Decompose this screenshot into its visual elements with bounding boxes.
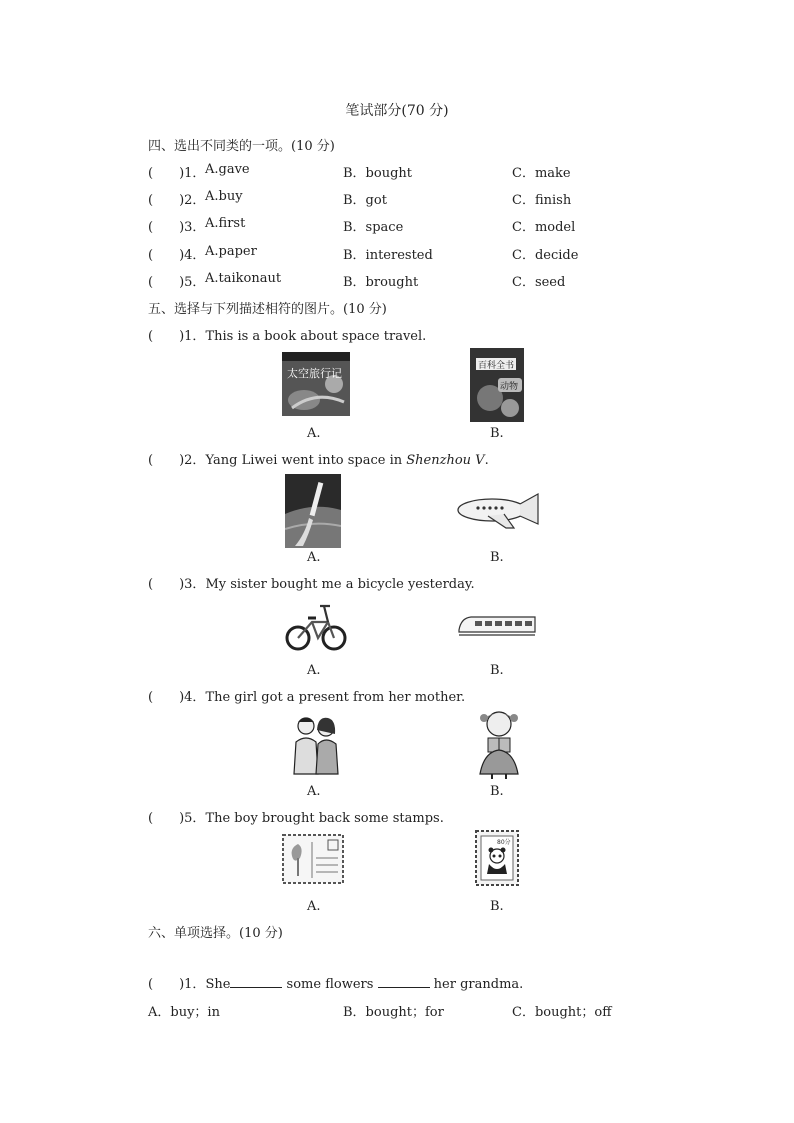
animal-encyclopedia-image: [470, 348, 524, 422]
option-a: A．buy；in: [148, 1005, 220, 1020]
question-number: 5．: [184, 275, 206, 290]
option-a-caption: A.: [307, 426, 321, 441]
option-b-caption: B.: [490, 663, 504, 678]
fill-blank-1[interactable]: [230, 975, 282, 988]
option-c: C．model: [512, 220, 576, 235]
train-image: [457, 612, 537, 638]
question-number: 2．: [184, 193, 206, 208]
couple-image: [290, 714, 342, 776]
option-b: B．got: [343, 193, 387, 208]
list-item: [148, 244, 205, 263]
question-number: 2．: [184, 453, 206, 468]
answer-paren-open: (: [148, 193, 154, 208]
list-item: [148, 162, 205, 181]
answer-paren-open: (: [148, 690, 154, 705]
option-b: B．brought: [343, 275, 419, 290]
panda-stamp-image: [475, 830, 519, 886]
space-travel-book-image: [282, 352, 350, 416]
option-b-caption: B.: [490, 784, 504, 799]
question-number: 1．: [184, 329, 206, 344]
question-number: 3．: [184, 220, 206, 235]
question-row: [148, 686, 465, 705]
question-text: some flowers: [282, 977, 378, 992]
question-row: [148, 325, 426, 344]
airplane-image: [454, 490, 540, 530]
option-a: A.taikonaut: [205, 271, 282, 286]
option-b: B．space: [343, 220, 404, 235]
option-a: A.first: [205, 216, 246, 231]
answer-paren-open: (: [148, 248, 154, 263]
girl-with-present-image: [470, 708, 528, 780]
fill-blank-2[interactable]: [378, 975, 430, 988]
bicycle-image: [284, 598, 348, 652]
answer-paren-close: ): [179, 166, 185, 181]
answer-paren-open: (: [148, 453, 154, 468]
question-text: The boy brought back some stamps.: [205, 811, 444, 826]
question-number: 4．: [184, 248, 206, 263]
question-number: 5．: [184, 811, 206, 826]
answer-paren-open: (: [148, 166, 154, 181]
question-text-end: .: [484, 453, 489, 468]
question-number: 1．: [184, 977, 206, 992]
question-text: My sister bought me a bicycle yesterday.: [205, 577, 475, 592]
answer-paren-close: ): [179, 329, 185, 344]
question-text: Yang Liwei went into space in: [205, 453, 407, 468]
question-text: The girl got a present from her mother.: [205, 690, 466, 705]
option-a-caption: A.: [307, 899, 321, 914]
option-b: B．bought: [343, 166, 412, 181]
question-text: her grandma.: [429, 977, 524, 992]
option-c: C．decide: [512, 248, 579, 263]
answer-paren-close: ): [179, 977, 185, 992]
answer-paren-close: ): [179, 275, 185, 290]
list-item: [148, 189, 205, 208]
answer-paren-open: (: [148, 275, 154, 290]
option-c: C．bought；off: [512, 1005, 612, 1020]
option-a-caption: A.: [307, 663, 321, 678]
question-text: She: [205, 977, 231, 992]
question-number: 3．: [184, 577, 206, 592]
postcard-image: [282, 834, 344, 884]
page-title: 笔试部分(70 分): [345, 103, 449, 119]
question-row: [148, 807, 444, 826]
question-number: 4．: [184, 690, 206, 705]
answer-paren-close: ): [179, 577, 185, 592]
answer-paren-open: (: [148, 811, 154, 826]
option-a-caption: A.: [307, 784, 321, 799]
option-b-caption: B.: [490, 426, 504, 441]
book-title: 太空旅行记: [287, 367, 342, 380]
answer-paren-close: ): [179, 453, 185, 468]
question-row: [148, 973, 523, 992]
option-a: A.paper: [205, 244, 257, 259]
book-subtitle: 动物: [500, 382, 519, 392]
option-a-caption: A.: [307, 550, 321, 565]
answer-paren-close: ): [179, 220, 185, 235]
answer-paren-close: ): [179, 248, 185, 263]
option-b-caption: B.: [490, 550, 504, 565]
answer-paren-close: ): [179, 690, 185, 705]
section-4-heading: 四、选出不同类的一项。(10 分): [148, 139, 335, 154]
question-row: [148, 449, 489, 468]
option-c: C．seed: [512, 275, 566, 290]
answer-paren-open: (: [148, 220, 154, 235]
question-text-italic: Shenzhou V: [406, 453, 485, 468]
book-title: 百科全书: [478, 361, 515, 371]
option-a: A.gave: [205, 162, 250, 177]
option-c: C．finish: [512, 193, 572, 208]
answer-paren-open: (: [148, 329, 154, 344]
question-text: This is a book about space travel.: [205, 329, 427, 344]
list-item: [148, 271, 205, 290]
option-b: B．bought；for: [343, 1005, 444, 1020]
stamp-value: 80分: [497, 839, 511, 846]
answer-paren-open: (: [148, 577, 154, 592]
answer-paren-open: (: [148, 977, 154, 992]
question-number: 1．: [184, 166, 206, 181]
answer-paren-close: ): [179, 193, 185, 208]
option-c: C．make: [512, 166, 571, 181]
section-6-heading: 六、单项选择。(10 分): [148, 926, 283, 941]
rocket-launch-image: [285, 474, 341, 548]
option-a: A.buy: [205, 189, 243, 204]
section-5-heading: 五、选择与下列描述相符的图片。(10 分): [148, 302, 387, 317]
option-b: B．interested: [343, 248, 433, 263]
option-b-caption: B.: [490, 899, 504, 914]
answer-paren-close: ): [179, 811, 185, 826]
list-item: [148, 216, 205, 235]
question-row: [148, 573, 475, 592]
